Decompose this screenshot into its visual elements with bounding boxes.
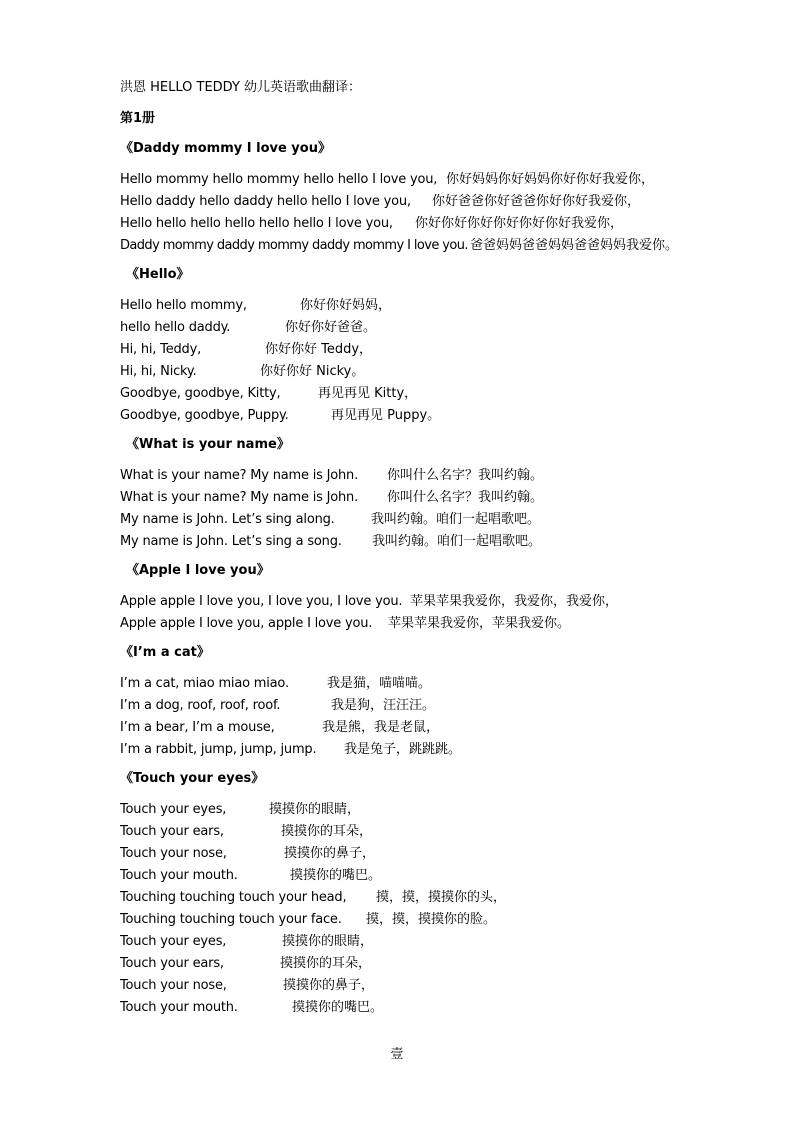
lyric-english: Touch your eyes, (120, 802, 227, 817)
lyric-line (120, 868, 381, 884)
lyric-english: Touch your nose, (120, 846, 227, 861)
lyric-english: Hi, hi, Nicky. (120, 364, 197, 379)
lyric-chinese: 再见再见 Puppy。 (331, 408, 441, 423)
lyric-chinese: 摸摸你的嘴巴。 (290, 868, 382, 883)
lyric-english: Hi, hi, Teddy, (120, 342, 202, 357)
lyric-line (120, 676, 431, 692)
lyric-chinese: 苹果苹果我爱你，我爱你，我爱你， (410, 594, 619, 609)
lyric-english: Touch your eyes, (120, 934, 227, 949)
lyric-english: I’m a rabbit, jump, jump, jump. (120, 742, 317, 757)
page-number: 壹 (390, 1047, 404, 1062)
lyric-line (120, 386, 417, 402)
lyric-chinese: 你好爸爸你好爸爸你好你好我爱你， (432, 194, 641, 209)
song-title: 《I’m a cat》 (120, 645, 210, 660)
lyric-english: Daddy mommy daddy mommy daddy mommy I love you. (120, 238, 468, 253)
header-text: 洪恩 HELLO TEDDY 幼儿英语歌曲翻译： (120, 80, 362, 95)
lyric-chinese: 苹果苹果我爱你，苹果我爱你。 (388, 616, 571, 631)
song-title: 《Daddy mommy I love you》 (120, 141, 331, 156)
lyric-chinese: 你好你好你好你好你好你好我爱你， (415, 216, 624, 231)
lyric-line (120, 616, 570, 632)
lyric-english: Touch your nose, (120, 978, 227, 993)
lyric-english: Touching touching touch your head, (120, 890, 347, 905)
lyric-chinese: 我是猫，喵喵喵。 (327, 676, 432, 691)
lyric-english: Touching touching touch your face. (120, 912, 342, 927)
song-title: 《Hello》 (126, 267, 190, 282)
lyric-line (120, 238, 678, 254)
lyric-english: Hello hello mommy, (120, 298, 247, 313)
song-title: 《Touch your eyes》 (120, 771, 265, 786)
lyric-line (120, 194, 640, 210)
lyric-english: I’m a dog, roof, roof, roof. (120, 698, 281, 713)
lyric-chinese: 摸，摸，摸摸你的脸。 (366, 912, 497, 927)
lyric-chinese: 你好你好 Nicky。 (260, 364, 365, 379)
lyric-english: What is your name? My name is John. (120, 490, 359, 505)
lyric-english: Touch your ears, (120, 956, 224, 971)
lyric-line (120, 468, 543, 484)
lyric-english: Hello hello hello hello hello hello I love you, (120, 216, 393, 231)
lyric-line (120, 512, 540, 528)
lyric-chinese: 摸摸你的鼻子， (283, 978, 375, 993)
lyric-line (120, 408, 440, 424)
lyric-line (120, 824, 372, 840)
lyric-line (120, 172, 654, 188)
lyric-english: Touch your mouth. (120, 868, 238, 883)
lyric-line (120, 720, 439, 736)
lyric-chinese: 我叫约翰。咱们一起唱歌吧。 (371, 512, 541, 527)
lyric-chinese: 摸摸你的眼睛， (282, 934, 374, 949)
lyric-line (120, 534, 541, 550)
lyric-line (120, 742, 461, 758)
lyric-chinese: 摸摸你的鼻子， (284, 846, 376, 861)
lyric-english: I’m a bear, I’m a mouse, (120, 720, 275, 735)
lyric-chinese: 你好你好 Teddy， (265, 342, 373, 357)
lyric-chinese: 摸摸你的耳朵， (281, 824, 373, 839)
lyric-chinese: 我叫约翰。咱们一起唱歌吧。 (372, 534, 542, 549)
lyric-line (120, 320, 376, 336)
lyric-line (120, 802, 360, 818)
lyric-chinese: 我是狗，汪汪汪。 (331, 698, 436, 713)
lyric-english: Hello mommy hello mommy hello hello I love you, (120, 172, 438, 187)
lyric-line (120, 216, 623, 232)
lyric-line (120, 364, 364, 380)
document-header (120, 80, 361, 96)
lyric-chinese: 你好你好爸爸。 (285, 320, 377, 335)
lyric-chinese: 摸，摸，摸摸你的头， (376, 890, 507, 905)
lyric-english: Apple apple I love you, I love you, I love you. (120, 594, 403, 609)
lyric-line (120, 912, 496, 928)
lyric-chinese: 我是熊，我是老鼠， (322, 720, 440, 735)
lyric-english: I’m a cat, miao miao miao. (120, 676, 289, 691)
lyric-english: What is your name? My name is John. (120, 468, 359, 483)
lyric-line (120, 978, 374, 994)
lyric-line (120, 342, 372, 358)
lyric-chinese: 爸爸妈妈爸爸妈妈爸爸妈妈我爱你。 (470, 238, 679, 253)
lyric-chinese: 你叫什么名字？我叫约翰。 (387, 468, 544, 483)
lyric-line (120, 846, 375, 862)
lyric-line (120, 934, 373, 950)
lyric-line (120, 698, 435, 714)
lyric-line (120, 890, 506, 906)
lyric-english: Goodbye, goodbye, Kitty, (120, 386, 281, 401)
lyric-english: My name is John. Let’s sing a song. (120, 534, 342, 549)
lyric-line (120, 956, 371, 972)
lyric-english: Touch your mouth. (120, 1000, 238, 1015)
lyric-chinese: 我是兔子，跳跳跳。 (344, 742, 462, 757)
volume-label: 第1册 (120, 111, 156, 126)
lyric-chinese: 摸摸你的耳朵， (280, 956, 372, 971)
lyric-chinese: 你好妈妈你好妈妈你好你好我爱你， (446, 172, 655, 187)
lyric-line (120, 490, 543, 506)
lyric-english: Goodbye, goodbye, Puppy. (120, 408, 289, 423)
lyric-english: My name is John. Let’s sing along. (120, 512, 335, 527)
volume-title (120, 111, 155, 127)
lyric-chinese: 摸摸你的嘴巴。 (292, 1000, 384, 1015)
lyric-english: hello hello daddy. (120, 320, 231, 335)
lyric-english: Apple apple I love you, apple I love you. (120, 616, 373, 631)
lyric-english: Touch your ears, (120, 824, 224, 839)
lyric-english: Hello daddy hello daddy hello hello I love you, (120, 194, 411, 209)
lyric-line (120, 594, 618, 610)
lyric-chinese: 你好你好妈妈， (300, 298, 392, 313)
lyric-chinese: 你叫什么名字？我叫约翰。 (387, 490, 544, 505)
lyric-line (120, 298, 391, 314)
song-title: 《Apple I love you》 (126, 563, 270, 578)
lyric-line (120, 1000, 383, 1016)
lyric-chinese: 再见再见 Kitty， (318, 386, 418, 401)
lyric-chinese: 摸摸你的眼睛， (269, 802, 361, 817)
song-title: 《What is your name》 (126, 437, 290, 452)
